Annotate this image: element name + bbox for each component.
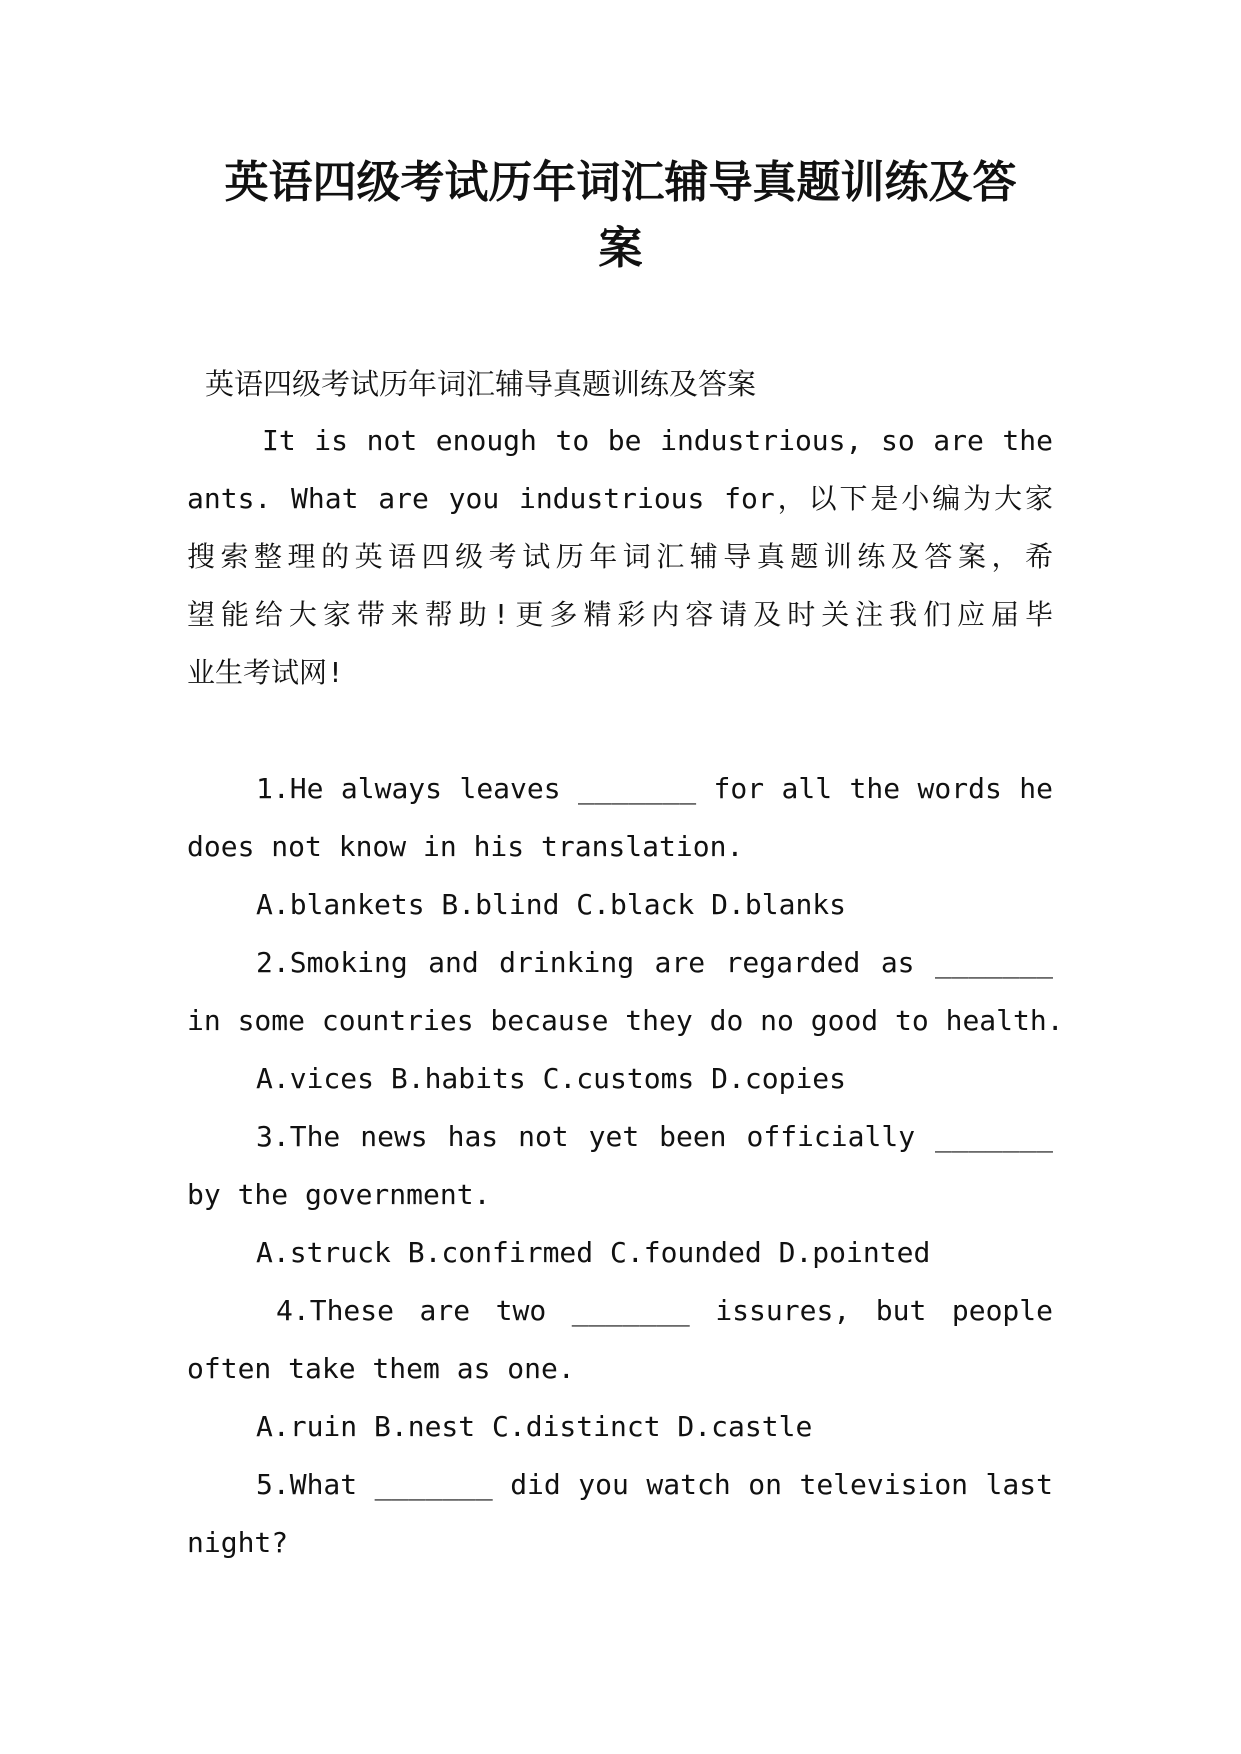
question-5-stem-line-2: night? — [187, 1526, 289, 1559]
intro-line-5: 业生考试网! — [187, 656, 344, 689]
question-4-stem-line-2: often take them as one. — [187, 1352, 575, 1385]
question-2-stem-line-1: 2.Smoking and drinking are regarded as _______ — [256, 946, 1053, 979]
question-3-options: A.struck B.confirmed C.founded D.pointed — [256, 1236, 931, 1269]
question-1-stem-line-2: does not know in his translation. — [187, 830, 744, 863]
question-5-stem-line-1: 5.What _______ did you watch on television last — [256, 1468, 1053, 1501]
question-1-options: A.blankets B.blind C.black D.blanks — [256, 888, 847, 921]
question-2-stem-line-2: in some countries because they do no good to health. — [187, 1004, 1064, 1037]
document-subtitle: 英语四级考试历年词汇辅导真题训练及答案 — [205, 367, 757, 401]
question-3-stem-line-2: by the government. — [187, 1178, 491, 1211]
title-line-1: 英语四级考试历年词汇辅导真题训练及答 — [224, 157, 1017, 208]
question-3-stem-line-1: 3.The news has not yet been officially _______ — [256, 1120, 1053, 1153]
intro-line-1: It is not enough to be industrious, so are the — [262, 424, 1053, 457]
intro-line-4: 望能给大家带来帮助!更多精彩内容请及时关注我们应届毕 — [187, 598, 1053, 631]
question-1-stem-line-1: 1.He always leaves _______ for all the words he — [256, 772, 1053, 805]
question-2-options: A.vices B.habits C.customs D.copies — [256, 1062, 847, 1095]
question-4-options: A.ruin B.nest C.distinct D.castle — [256, 1410, 813, 1443]
question-4-stem-line-1: 4.These are two _______ issures, but people — [276, 1294, 1053, 1327]
title-line-2: 案 — [598, 223, 643, 274]
document-title — [150, 150, 1091, 282]
intro-line-3: 搜索整理的英语四级考试历年词汇辅导真题训练及答案，希 — [187, 540, 1053, 573]
intro-line-2: ants. What are you industrious for，以下是小编为大家 — [187, 482, 1053, 515]
